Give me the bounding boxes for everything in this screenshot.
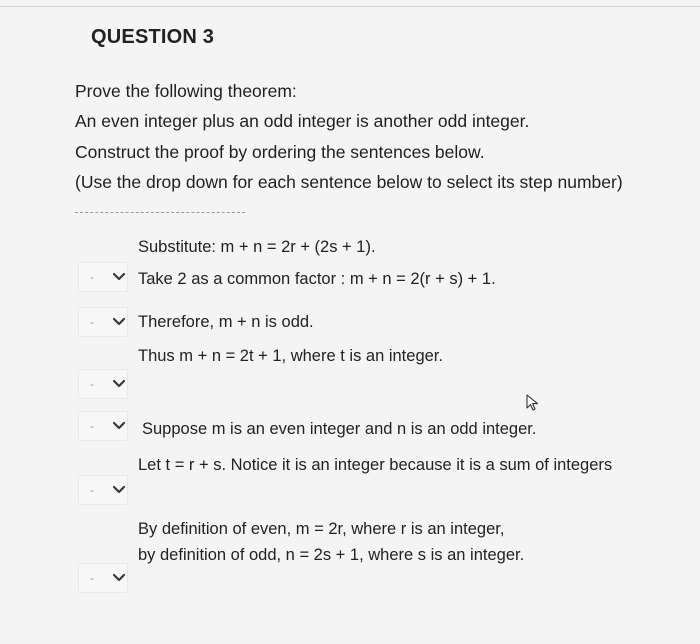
chevron-down-icon [113, 317, 125, 327]
select-value: - [90, 483, 94, 497]
select-value: - [90, 315, 94, 329]
chevron-down-icon [113, 421, 125, 431]
sentence-definitions-line-2: by definition of odd, n = 2s + 1, where s is an integer. [138, 546, 525, 564]
chevron-down-icon [113, 573, 125, 583]
sentence-therefore: Therefore, m + n is odd. [138, 313, 314, 331]
step-select-4[interactable] [78, 369, 128, 399]
prompt-line-3: Construct the proof by ordering the sentences below. [75, 142, 485, 162]
dashed-divider [75, 212, 245, 213]
step-select-2[interactable] [78, 262, 128, 292]
prompt-line-4: (Use the drop down for each sentence below to select its step number) [75, 172, 623, 192]
chevron-down-icon [113, 272, 125, 282]
step-select-7[interactable] [78, 563, 128, 593]
select-value: - [90, 419, 94, 433]
step-select-5[interactable] [78, 411, 128, 441]
step-select-6[interactable] [78, 475, 128, 505]
chevron-down-icon [113, 485, 125, 495]
select-value: - [90, 377, 94, 391]
chevron-down-icon [113, 379, 125, 389]
sentence-thus: Thus m + n = 2t + 1, where t is an integer. [138, 347, 443, 365]
sentence-definitions-line-1: By definition of even, m = 2r, where r is an integer, [138, 520, 505, 538]
select-value: - [90, 270, 94, 284]
top-separator [0, 6, 700, 7]
prompt-line-2: An even integer plus an odd integer is another odd integer. [75, 111, 530, 131]
select-value: - [90, 571, 94, 585]
question-title: QUESTION 3 [91, 26, 215, 48]
sentence-common-factor: Take 2 as a common factor : m + n = 2(r + s) + 1. [138, 270, 496, 288]
step-select-3[interactable] [78, 307, 128, 337]
prompt-line-1: Prove the following theorem: [75, 81, 297, 101]
mouse-cursor-icon [526, 394, 540, 412]
sentence-suppose: Suppose m is an even integer and n is an odd integer. [142, 420, 537, 438]
sentence-let-t: Let t = r + s. Notice it is an integer because it is a sum of integers [138, 456, 613, 474]
sentence-substitute: Substitute: m + n = 2r + (2s + 1). [138, 238, 376, 256]
